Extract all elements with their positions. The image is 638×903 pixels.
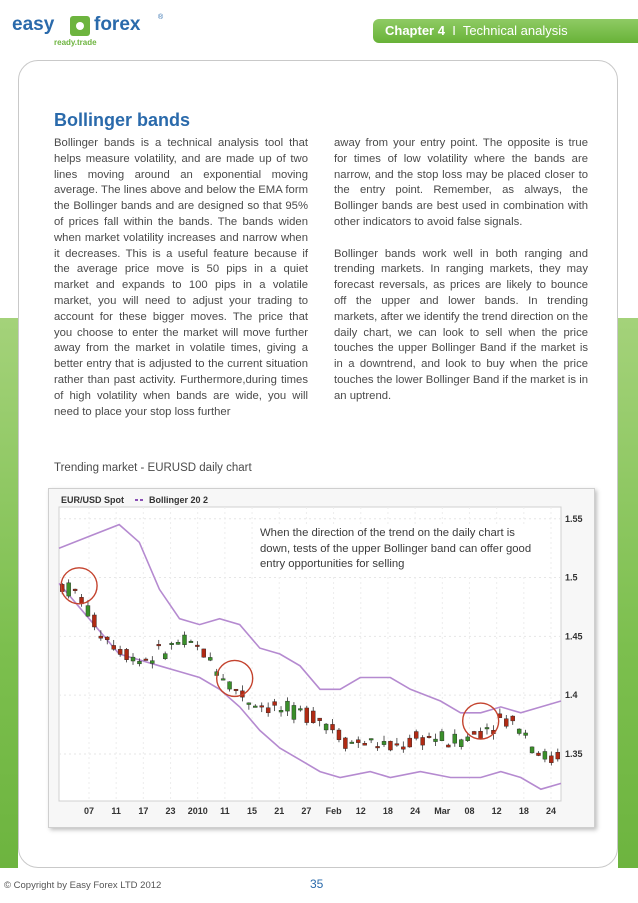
candle-body bbox=[446, 745, 450, 747]
logo-forex-text: forex bbox=[94, 14, 141, 35]
candle-body bbox=[195, 645, 199, 647]
x-tick-label: 27 bbox=[301, 806, 312, 816]
candle-body bbox=[440, 732, 444, 741]
candle-body bbox=[67, 583, 71, 596]
candle-body bbox=[183, 635, 187, 645]
candle-body bbox=[414, 732, 418, 739]
candle-body bbox=[305, 708, 309, 723]
candle-body bbox=[511, 716, 515, 721]
candle-body bbox=[408, 738, 412, 747]
left-text-column bbox=[54, 136, 308, 420]
page-heading: Bollinger bands bbox=[54, 110, 191, 130]
candle-body bbox=[369, 739, 373, 741]
candle-body bbox=[363, 743, 367, 745]
candle-body bbox=[337, 730, 341, 740]
left-accent-band bbox=[0, 318, 18, 868]
section-title: Technical analysis bbox=[462, 23, 568, 38]
candle-body bbox=[260, 706, 264, 708]
candle-body bbox=[73, 589, 77, 591]
x-tick-label: 12 bbox=[491, 806, 502, 816]
x-tick-label: Mar bbox=[434, 806, 451, 816]
chapter-header-bar bbox=[373, 19, 638, 43]
candle-body bbox=[266, 708, 270, 713]
candle-body bbox=[163, 654, 167, 659]
y-tick-label: 1.45 bbox=[565, 631, 583, 642]
candle-body bbox=[343, 738, 347, 749]
left-paragraph: Bollinger bands is a technical analysis tool that helps measure volatility, and are made up of two lines moving around an exponential moving average. The lines above and below the EMA form the Bollinger bands and are designed so that 95% of prices fall within the bands. The bands widen when market volatility increases and narrow when it decreases. This is a useful feature because if the average price move is 50 pips in a quiet market and expands to 100 pips in a volatile market, you will need to adjust your trading to account for these bigger moves. The price that you choose to enter the market will move further away from the market in volatile times, giving a better entry that is adjusted to the current situation rather than past activity. Furthermore,during times of high volatility when bands are wide, you will need to place your stop loss further bbox=[54, 137, 308, 418]
candle-body bbox=[376, 746, 380, 748]
candle-body bbox=[434, 739, 438, 742]
candle-body bbox=[556, 752, 560, 759]
x-tick-label: 21 bbox=[274, 806, 285, 816]
right-paragraph-2: Bollinger bands work well in both ranging and trending markets. In ranging markets, they may forecast reversals, as prices are likely to bounce off the upper and lower bands. In trending markets, after we identify the trend direction on the daily chart, we can look to sell when the price touches the upper Bollinger Band if the market is in a downtrend, and look to buy when the price touches the lower Bollinger Band if the market is in an uptrend. bbox=[334, 247, 588, 402]
candle-body bbox=[530, 747, 534, 753]
candle-body bbox=[105, 637, 109, 640]
page-number: 35 bbox=[310, 877, 324, 891]
candle-body bbox=[202, 649, 206, 657]
candle-body bbox=[421, 737, 425, 745]
x-tick-label: 15 bbox=[247, 806, 258, 816]
candle-body bbox=[324, 724, 328, 730]
right-text-column bbox=[334, 136, 588, 405]
x-tick-label: 24 bbox=[410, 806, 421, 816]
candle-body bbox=[189, 641, 193, 643]
candle-body bbox=[504, 719, 508, 727]
candle-body bbox=[247, 703, 251, 705]
candle-body bbox=[144, 659, 148, 661]
candle-body bbox=[208, 657, 212, 660]
candle-body bbox=[157, 644, 161, 646]
y-tick-label: 1.5 bbox=[565, 572, 578, 583]
candle-body bbox=[99, 636, 103, 638]
candle-body bbox=[170, 643, 174, 645]
candle-body bbox=[228, 682, 232, 689]
candle-body bbox=[318, 718, 322, 721]
chart-caption: Trending market - EURUSD daily chart bbox=[54, 462, 252, 474]
candle-body bbox=[150, 661, 154, 664]
candle-body bbox=[479, 731, 483, 738]
candle-body bbox=[395, 744, 399, 746]
candle-body bbox=[234, 689, 238, 691]
candle-body bbox=[543, 751, 547, 759]
candle-body bbox=[221, 679, 225, 681]
legend-bands: Bollinger 20 2 bbox=[149, 495, 209, 505]
legend-series: EUR/USD Spot bbox=[61, 495, 124, 505]
x-tick-label: 18 bbox=[382, 806, 393, 816]
chapter-label: Chapter 4 bbox=[385, 23, 445, 38]
footer-copyright: © Copyright by Easy Forex LTD 2012 bbox=[4, 880, 162, 891]
candle-body bbox=[356, 740, 360, 743]
candle-body bbox=[350, 742, 354, 744]
candle-body bbox=[311, 711, 315, 723]
y-tick-label: 1.35 bbox=[565, 748, 583, 759]
logo-tagline: ready.trade bbox=[54, 38, 97, 47]
candle-body bbox=[298, 709, 302, 711]
x-tick-label: 17 bbox=[138, 806, 149, 816]
candle-body bbox=[279, 710, 283, 712]
candle-body bbox=[427, 736, 431, 738]
x-tick-label: 18 bbox=[518, 806, 529, 816]
candle-body bbox=[485, 727, 489, 729]
x-tick-label: 11 bbox=[111, 806, 121, 816]
candle-body bbox=[125, 649, 129, 659]
candle-body bbox=[453, 734, 457, 743]
candle-body bbox=[472, 731, 476, 734]
candle-body bbox=[466, 737, 470, 741]
x-tick-label: 2010 bbox=[187, 806, 208, 816]
x-tick-label: 11 bbox=[220, 806, 230, 816]
candle-body bbox=[292, 705, 296, 719]
x-tick-label: 23 bbox=[165, 806, 176, 816]
chart-annotation: When the direction of the trend on the daily chart is down, tests of the upper Bollinger band can offer good entry opportunities for selling bbox=[258, 525, 548, 574]
candle-body bbox=[92, 615, 96, 627]
candle-body bbox=[273, 702, 277, 706]
y-tick-label: 1.55 bbox=[565, 513, 583, 524]
x-tick-label: 12 bbox=[355, 806, 366, 816]
candle-body bbox=[137, 661, 141, 664]
logo-registered-mark: ® bbox=[158, 14, 164, 21]
right-accent-band bbox=[618, 318, 638, 868]
candle-body bbox=[131, 657, 135, 661]
logo-mark-icon bbox=[70, 16, 90, 36]
y-tick-label: 1.4 bbox=[565, 690, 578, 701]
x-tick-label: 08 bbox=[464, 806, 475, 816]
candle-body bbox=[112, 645, 116, 649]
candle-body bbox=[331, 724, 335, 730]
candle-body bbox=[459, 740, 463, 747]
candle-body bbox=[401, 747, 405, 749]
candle-body bbox=[517, 729, 521, 733]
chapter-separator: I bbox=[452, 23, 456, 38]
candle-body bbox=[382, 741, 386, 744]
x-tick-label: 07 bbox=[83, 806, 95, 816]
candle-body bbox=[285, 701, 289, 711]
candle-body bbox=[536, 753, 540, 755]
x-tick-label: 24 bbox=[545, 806, 557, 816]
logo-easy-text: easy bbox=[12, 14, 55, 35]
candle-body bbox=[118, 649, 122, 654]
right-paragraph-1: away from your entry point. The opposite is true for times of low volatility where the bands are narrow, and the stop loss may be placed closer to the entry point. Remember, as always, the Bollinger bands are best used in combination with other indicators to avoid false signals. bbox=[334, 137, 588, 228]
x-tick-label: Feb bbox=[325, 806, 342, 816]
easy-forex-logo bbox=[12, 14, 172, 54]
candle-body bbox=[388, 741, 392, 750]
candle-body bbox=[549, 756, 553, 763]
candle-body bbox=[86, 606, 90, 617]
candle-body bbox=[524, 733, 528, 735]
candle-body bbox=[253, 706, 257, 708]
candle-body bbox=[176, 642, 180, 644]
